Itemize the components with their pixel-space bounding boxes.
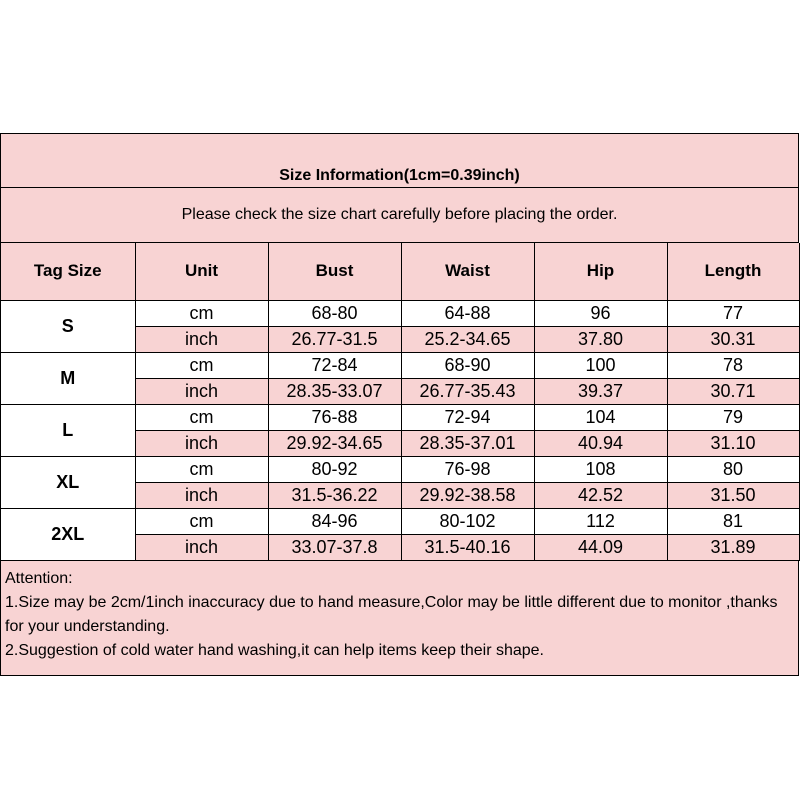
table-row [1, 508, 799, 534]
tag-size-cell: 2XL [1, 508, 135, 560]
attention-heading: Attention: [5, 569, 73, 587]
hip-cell: 39.37 [534, 378, 667, 404]
tag-size-cell: XL [1, 456, 135, 508]
bust-cell: 26.77-31.5 [268, 326, 401, 352]
header-row [1, 243, 799, 300]
bust-cell: 68-80 [268, 300, 401, 326]
bust-cell: 84-96 [268, 508, 401, 534]
waist-cell: 31.5-40.16 [401, 534, 534, 560]
bust-cell: 29.92-34.65 [268, 430, 401, 456]
unit-cell: cm [135, 456, 268, 482]
length-cell: 79 [667, 404, 799, 430]
unit-cell: inch [135, 326, 268, 352]
waist-cell: 80-102 [401, 508, 534, 534]
table-row [1, 404, 799, 430]
unit-cell: cm [135, 508, 268, 534]
length-cell: 77 [667, 300, 799, 326]
header-tag-size: Tag Size [1, 243, 135, 300]
bust-cell: 31.5-36.22 [268, 482, 401, 508]
waist-cell: 28.35-37.01 [401, 430, 534, 456]
hip-cell: 100 [534, 352, 667, 378]
bust-cell: 72-84 [268, 352, 401, 378]
header-unit: Unit [135, 243, 268, 300]
hip-cell: 96 [534, 300, 667, 326]
unit-cell: inch [135, 482, 268, 508]
hip-cell: 44.09 [534, 534, 667, 560]
size-chart [0, 133, 799, 676]
hip-cell: 108 [534, 456, 667, 482]
waist-cell: 64-88 [401, 300, 534, 326]
waist-cell: 29.92-38.58 [401, 482, 534, 508]
header-length: Length [667, 243, 799, 300]
tag-size-cell: M [1, 352, 135, 404]
bust-cell: 33.07-37.8 [268, 534, 401, 560]
waist-cell: 26.77-35.43 [401, 378, 534, 404]
hip-cell: 37.80 [534, 326, 667, 352]
attention-line-2: 2.Suggestion of cold water hand washing,it can help items keep their shape. [5, 641, 544, 659]
length-cell: 30.71 [667, 378, 799, 404]
unit-cell: cm [135, 352, 268, 378]
length-cell: 31.89 [667, 534, 799, 560]
size-table [1, 243, 800, 561]
waist-cell: 76-98 [401, 456, 534, 482]
waist-cell: 25.2-34.65 [401, 326, 534, 352]
unit-cell: cm [135, 404, 268, 430]
hip-cell: 40.94 [534, 430, 667, 456]
table-row [1, 456, 799, 482]
hip-cell: 112 [534, 508, 667, 534]
length-cell: 80 [667, 456, 799, 482]
table-row [1, 352, 799, 378]
length-cell: 81 [667, 508, 799, 534]
unit-cell: cm [135, 300, 268, 326]
hip-cell: 42.52 [534, 482, 667, 508]
unit-cell: inch [135, 534, 268, 560]
hip-cell: 104 [534, 404, 667, 430]
waist-cell: 68-90 [401, 352, 534, 378]
unit-cell: inch [135, 378, 268, 404]
header-bust: Bust [268, 243, 401, 300]
chart-subtitle: Please check the size chart carefully before placing the order. [1, 188, 799, 243]
tag-size-cell: S [1, 300, 135, 352]
bust-cell: 80-92 [268, 456, 401, 482]
attention-line-1: 1.Size may be 2cm/1inch inaccuracy due to hand measure,Color may be little different due to monitor ,thanks for your understanding. [5, 593, 778, 635]
attention-notes [1, 561, 799, 676]
length-cell: 30.31 [667, 326, 799, 352]
length-cell: 31.10 [667, 430, 799, 456]
chart-title: Size Information(1cm=0.39inch) [1, 134, 799, 188]
bust-cell: 76-88 [268, 404, 401, 430]
header-hip: Hip [534, 243, 667, 300]
header-waist: Waist [401, 243, 534, 300]
tag-size-cell: L [1, 404, 135, 456]
bust-cell: 28.35-33.07 [268, 378, 401, 404]
length-cell: 31.50 [667, 482, 799, 508]
length-cell: 78 [667, 352, 799, 378]
waist-cell: 72-94 [401, 404, 534, 430]
table-row [1, 300, 799, 326]
unit-cell: inch [135, 430, 268, 456]
